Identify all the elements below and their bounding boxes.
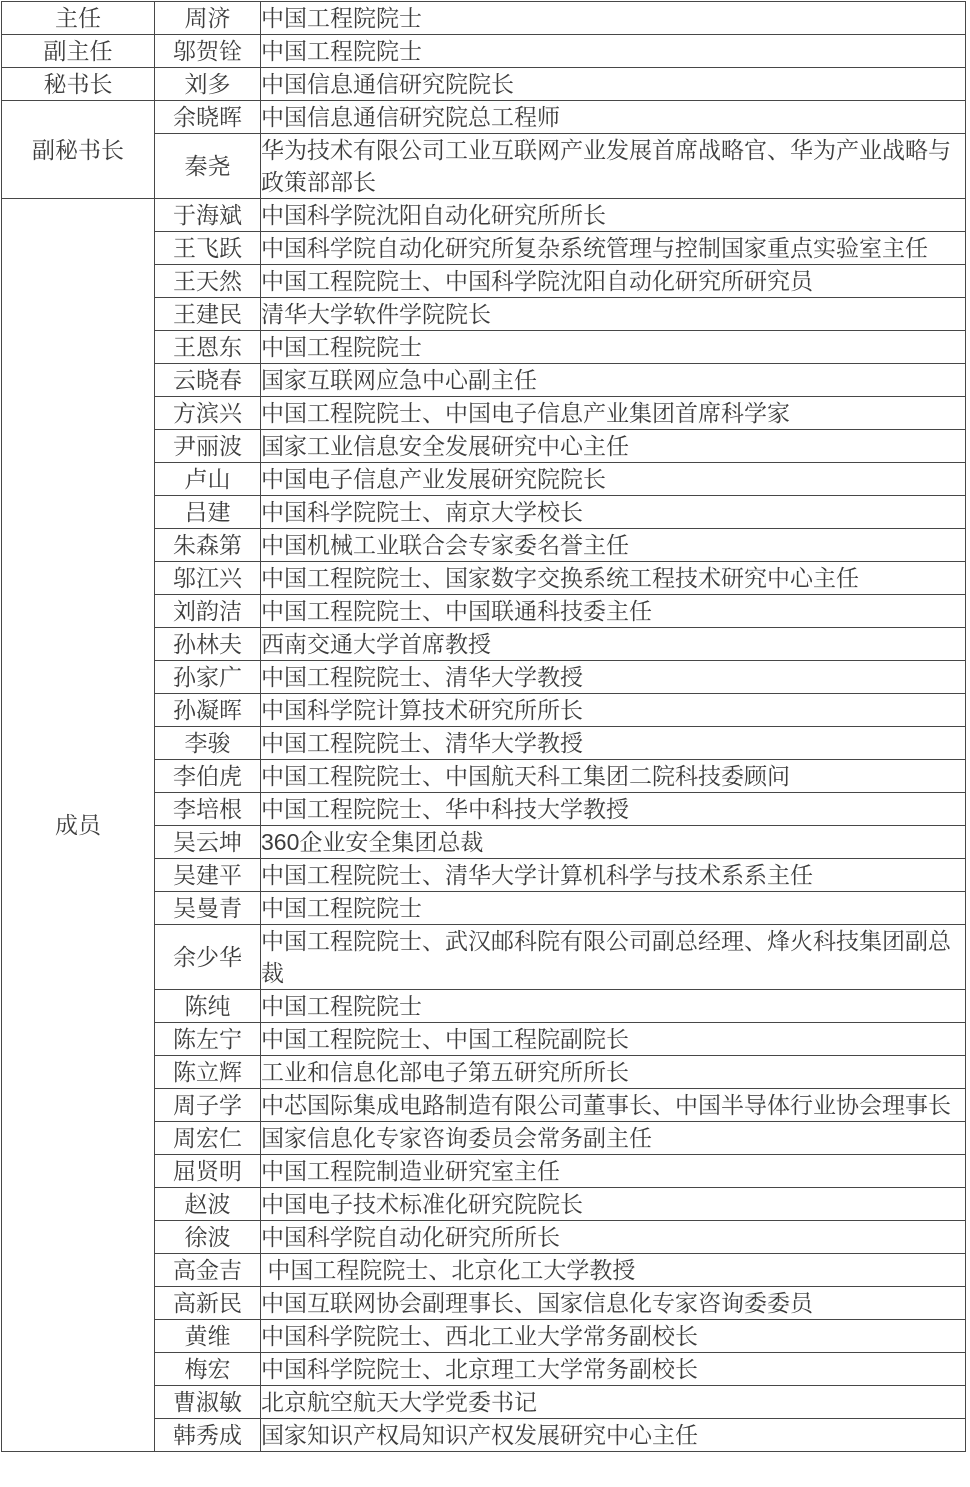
member-name-cell: 刘韵洁 (155, 595, 261, 628)
member-title-cell: 工业和信息化部电子第五研究所所长 (261, 1056, 966, 1089)
role-cell: 副秘书长 (2, 101, 155, 199)
member-title-cell: 中国工程院院士、中国航天科工集团二院科技委顾问 (261, 760, 966, 793)
member-name-cell: 黄维 (155, 1320, 261, 1353)
role-cell: 成员 (2, 199, 155, 1452)
member-name-cell: 高新民 (155, 1287, 261, 1320)
member-title-cell: 中国信息通信研究院总工程师 (261, 101, 966, 134)
member-title-cell: 中国电子技术标准化研究院院长 (261, 1188, 966, 1221)
member-name-cell: 韩秀成 (155, 1419, 261, 1452)
member-title-cell: 中国工程院院士 (261, 892, 966, 925)
member-name-cell: 周子学 (155, 1089, 261, 1122)
member-title-cell: 中国工程院院士、清华大学教授 (261, 727, 966, 760)
role-cell: 主任 (2, 2, 155, 35)
member-name-cell: 李骏 (155, 727, 261, 760)
member-name-cell: 吕建 (155, 496, 261, 529)
table-row (2, 2, 966, 35)
member-title-cell: 西南交通大学首席教授 (261, 628, 966, 661)
member-name-cell: 高金吉 (155, 1254, 261, 1287)
member-name-cell: 孙凝晖 (155, 694, 261, 727)
member-title-cell: 中国科学院院士、北京理工大学常务副校长 (261, 1353, 966, 1386)
member-name-cell: 梅宏 (155, 1353, 261, 1386)
member-title-cell: 中国机械工业联合会专家委名誉主任 (261, 529, 966, 562)
table-row (2, 199, 966, 232)
member-title-cell: 中国工程院制造业研究室主任 (261, 1155, 966, 1188)
member-name-cell: 吴建平 (155, 859, 261, 892)
member-title-cell: 中国工程院院士、中国电子信息产业集团首席科学家 (261, 397, 966, 430)
member-title-cell: 中国工程院院士、国家数字交换系统工程技术研究中心主任 (261, 562, 966, 595)
member-title-cell: 中芯国际集成电路制造有限公司董事长、中国半导体行业协会理事长 (261, 1089, 966, 1122)
member-name-cell: 邬贺铨 (155, 35, 261, 68)
role-cell: 副主任 (2, 35, 155, 68)
table-row (2, 35, 966, 68)
member-name-cell: 孙家广 (155, 661, 261, 694)
member-title-cell: 中国互联网协会副理事长、国家信息化专家咨询委委员 (261, 1287, 966, 1320)
member-title-cell: 中国科学院院士、南京大学校长 (261, 496, 966, 529)
member-name-cell: 陈纯 (155, 990, 261, 1023)
member-title-cell: 中国工程院院士 (261, 2, 966, 35)
committee-table (1, 1, 966, 1452)
member-name-cell: 周宏仁 (155, 1122, 261, 1155)
member-title-cell: 中国工程院院士 (261, 990, 966, 1023)
member-title-cell: 中国工程院院士、中国工程院副院长 (261, 1023, 966, 1056)
member-title-cell: 清华大学软件学院院长 (261, 298, 966, 331)
member-name-cell: 王飞跃 (155, 232, 261, 265)
member-title-cell: 中国科学院计算技术研究所所长 (261, 694, 966, 727)
member-title-cell: 中国工程院院士 (261, 35, 966, 68)
member-title-cell: 中国科学院沈阳自动化研究所所长 (261, 199, 966, 232)
member-title-cell: 中国工程院院士、中国科学院沈阳自动化研究所研究员 (261, 265, 966, 298)
member-name-cell: 云晓春 (155, 364, 261, 397)
member-name-cell: 刘多 (155, 68, 261, 101)
table-row (2, 68, 966, 101)
member-title-cell: 中国工程院院士、清华大学计算机科学与技术系系主任 (261, 859, 966, 892)
member-title-cell: 中国工程院院士、武汉邮科院有限公司副总经理、烽火科技集团副总裁 (261, 925, 966, 990)
member-title-cell: 国家工业信息安全发展研究中心主任 (261, 430, 966, 463)
member-name-cell: 孙林夫 (155, 628, 261, 661)
member-name-cell: 余晓晖 (155, 101, 261, 134)
member-name-cell: 陈左宁 (155, 1023, 261, 1056)
member-title-cell: 国家知识产权局知识产权发展研究中心主任 (261, 1419, 966, 1452)
member-name-cell: 邬江兴 (155, 562, 261, 595)
role-cell: 秘书长 (2, 68, 155, 101)
member-name-cell: 秦尧 (155, 134, 261, 199)
member-name-cell: 朱森第 (155, 529, 261, 562)
member-name-cell: 徐波 (155, 1221, 261, 1254)
member-name-cell: 赵波 (155, 1188, 261, 1221)
member-title-cell: 国家互联网应急中心副主任 (261, 364, 966, 397)
table-row (2, 101, 966, 134)
member-name-cell: 卢山 (155, 463, 261, 496)
member-title-cell: 中国工程院院士、清华大学教授 (261, 661, 966, 694)
member-name-cell: 吴曼青 (155, 892, 261, 925)
member-title-cell: 中国科学院自动化研究所所长 (261, 1221, 966, 1254)
member-title-cell: 中国工程院院士、北京化工大学教授 (261, 1254, 966, 1287)
member-title-cell: 中国工程院院士、中国联通科技委主任 (261, 595, 966, 628)
member-name-cell: 王恩东 (155, 331, 261, 364)
member-title-cell: 中国科学院院士、西北工业大学常务副校长 (261, 1320, 966, 1353)
member-name-cell: 王建民 (155, 298, 261, 331)
member-name-cell: 方滨兴 (155, 397, 261, 430)
member-name-cell: 周济 (155, 2, 261, 35)
member-title-cell: 华为技术有限公司工业互联网产业发展首席战略官、华为产业战略与政策部部长 (261, 134, 966, 199)
member-name-cell: 曹淑敏 (155, 1386, 261, 1419)
member-name-cell: 尹丽波 (155, 430, 261, 463)
member-title-cell: 中国工程院院士、华中科技大学教授 (261, 793, 966, 826)
member-name-cell: 余少华 (155, 925, 261, 990)
member-name-cell: 于海斌 (155, 199, 261, 232)
member-name-cell: 李培根 (155, 793, 261, 826)
member-title-cell: 中国信息通信研究院院长 (261, 68, 966, 101)
member-name-cell: 屈贤明 (155, 1155, 261, 1188)
member-name-cell: 吴云坤 (155, 826, 261, 859)
member-title-cell: 中国工程院院士 (261, 331, 966, 364)
member-title-cell: 360企业安全集团总裁 (261, 826, 966, 859)
member-name-cell: 陈立辉 (155, 1056, 261, 1089)
member-title-cell: 中国科学院自动化研究所复杂系统管理与控制国家重点实验室主任 (261, 232, 966, 265)
member-title-cell: 中国电子信息产业发展研究院院长 (261, 463, 966, 496)
member-title-cell: 北京航空航天大学党委书记 (261, 1386, 966, 1419)
committee-table-body (2, 2, 966, 1452)
member-title-cell: 国家信息化专家咨询委员会常务副主任 (261, 1122, 966, 1155)
member-name-cell: 李伯虎 (155, 760, 261, 793)
member-name-cell: 王天然 (155, 265, 261, 298)
